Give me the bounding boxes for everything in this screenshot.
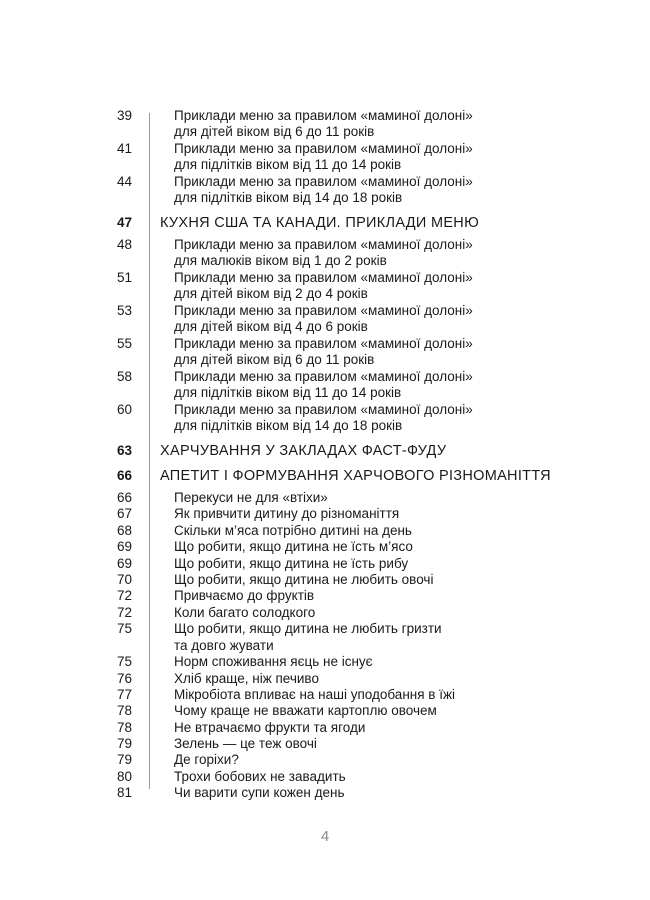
toc-entry-title: Привчаємо до фруктів xyxy=(174,588,315,604)
toc-page-number: 80 xyxy=(116,768,132,784)
toc-entry-title: Зелень — це теж овочі xyxy=(174,736,317,752)
toc-entry-title: Що робити, якщо дитина не їсть рибу xyxy=(174,555,409,571)
page-number: 4 xyxy=(320,828,330,845)
toc-entry xyxy=(0,687,650,703)
toc-entry xyxy=(0,523,650,539)
toc-entry-title: Приклади меню за правилом «маминої долоні» для дітей віком від 2 до 4 років xyxy=(174,270,473,302)
toc-entry xyxy=(0,736,650,752)
toc-entry-title: Чому краще не вважати картоплю овочем xyxy=(174,703,437,719)
toc-page-number: 67 xyxy=(116,506,132,522)
toc-entry-title: Норм споживання яєць не існує xyxy=(174,654,373,670)
toc-page-number: 51 xyxy=(116,270,132,285)
toc-page-number: 72 xyxy=(116,588,132,604)
toc-entry xyxy=(0,174,650,207)
toc-entry-title: Що робити, якщо дитина не їсть м’ясо xyxy=(174,539,413,555)
toc-chapter-title: АПЕТИТ І ФОРМУВАННЯ ХАРЧОВОГО РІЗНОМАНІТТЯ xyxy=(160,468,551,484)
toc-entry-title: Коли багато солодкого xyxy=(174,604,316,620)
toc-page-number: 69 xyxy=(116,539,132,555)
toc-entry-title: Перекуси не для «втіхи» xyxy=(174,490,328,505)
toc-entry xyxy=(0,108,650,141)
toc-page-number: 58 xyxy=(116,369,132,384)
toc-entry-title: Як привчити дитину до різноманіття xyxy=(174,506,400,522)
toc-entry xyxy=(0,270,650,303)
toc-entry-title: Приклади меню за правилом «маминої долоні» для підлітків віком від 11 до 14 років xyxy=(174,141,473,173)
toc-entry-title: Скільки м’яса потрібно дитині на день xyxy=(174,522,412,538)
toc-page-number: 79 xyxy=(116,736,132,752)
toc-entry xyxy=(0,769,650,785)
toc-entry-title: Що робити, якщо дитина не любить овочі xyxy=(174,571,434,587)
toc-page-number: 44 xyxy=(116,174,132,189)
toc-chapter xyxy=(0,440,650,462)
toc-entry-title: Приклади меню за правилом «маминої долоні» для підлітків віком від 14 до 18 років xyxy=(174,402,473,434)
toc-entry-title: Хліб краще, ніж печиво xyxy=(174,670,319,686)
toc-page-number: 53 xyxy=(116,303,132,318)
toc-entry xyxy=(0,605,650,621)
toc-entry xyxy=(0,752,650,768)
toc-entry xyxy=(0,703,650,719)
toc-entry-title: Де горіхи? xyxy=(174,752,239,768)
toc-entry-title: Трохи бобових не завадить xyxy=(174,768,346,784)
toc-entry xyxy=(0,785,650,801)
toc-entry xyxy=(0,237,650,270)
toc-entry xyxy=(0,654,650,670)
toc-page-number: 79 xyxy=(116,752,132,768)
toc-page-number: 77 xyxy=(116,686,132,702)
toc-entry-title: Приклади меню за правилом «маминої долоні» для дітей віком від 4 до 6 років xyxy=(174,303,473,335)
toc-chapter xyxy=(0,465,650,487)
toc-page-number: 60 xyxy=(116,402,132,417)
toc-page-number: 78 xyxy=(116,719,132,735)
toc-entry xyxy=(0,506,650,522)
toc-chapter xyxy=(0,212,650,234)
toc-entry xyxy=(0,303,650,336)
toc-entry xyxy=(0,141,650,174)
toc-page-number: 48 xyxy=(116,237,132,252)
toc-entry-title: Мікробіота впливає на наші уподобання в їжі xyxy=(174,686,455,702)
toc-entry xyxy=(0,572,650,588)
toc-page-number: 55 xyxy=(116,336,132,351)
toc-page-number: 63 xyxy=(116,443,132,458)
toc-page-number: 68 xyxy=(116,522,132,538)
toc-entry xyxy=(0,539,650,555)
toc-entry-title: Не втрачаємо фрукти та ягоди xyxy=(174,719,366,735)
toc-entry xyxy=(0,621,650,654)
toc-entry-title: Приклади меню за правилом «маминої долоні» для підлітків віком від 11 до 14 років xyxy=(174,369,473,401)
table-of-contents xyxy=(0,108,650,802)
toc-entry-title: Приклади меню за правилом «маминої долоні» для дітей віком від 6 до 11 років xyxy=(174,108,473,140)
toc-page-number: 70 xyxy=(116,571,132,587)
toc-entry-title: Приклади меню за правилом «маминої долоні» для підлітків віком від 14 до 18 років xyxy=(174,174,473,206)
toc-entry xyxy=(0,556,650,572)
toc-entry-title: Приклади меню за правилом «маминої долоні» для дітей віком від 6 до 11 років xyxy=(174,336,473,368)
toc-page-number: 39 xyxy=(116,108,132,123)
toc-page-number: 75 xyxy=(116,654,132,670)
toc-chapter-title: КУХНЯ США ТА КАНАДИ. ПРИКЛАДИ МЕНЮ xyxy=(160,215,480,231)
toc-page-number: 69 xyxy=(116,555,132,571)
toc-page-number: 76 xyxy=(116,670,132,686)
toc-entry xyxy=(0,671,650,687)
toc-entry xyxy=(0,588,650,604)
toc-entry-title: Приклади меню за правилом «маминої долоні» для малюків віком від 1 до 2 років xyxy=(174,237,473,269)
toc-entry xyxy=(0,402,650,435)
toc-entry-title: Чи варити супи кожен день xyxy=(174,785,345,801)
toc-entry xyxy=(0,369,650,402)
toc-page-number: 75 xyxy=(116,621,132,637)
toc-page-number: 81 xyxy=(116,785,132,801)
toc-entry-title: Що робити, якщо дитина не любить гризти та довго жувати xyxy=(174,621,442,653)
toc-entry xyxy=(0,336,650,369)
toc-entry xyxy=(0,490,650,506)
toc-page-number: 72 xyxy=(116,604,132,620)
toc-page-number: 66 xyxy=(116,468,132,483)
toc-entry xyxy=(0,720,650,736)
toc-page-number: 41 xyxy=(116,141,132,156)
toc-page-number: 66 xyxy=(116,490,132,505)
toc-page-number: 78 xyxy=(116,703,132,719)
toc-page-number: 47 xyxy=(116,215,132,230)
toc-chapter-title: ХАРЧУВАННЯ У ЗАКЛАДАХ ФАСТ-ФУДУ xyxy=(160,443,447,459)
